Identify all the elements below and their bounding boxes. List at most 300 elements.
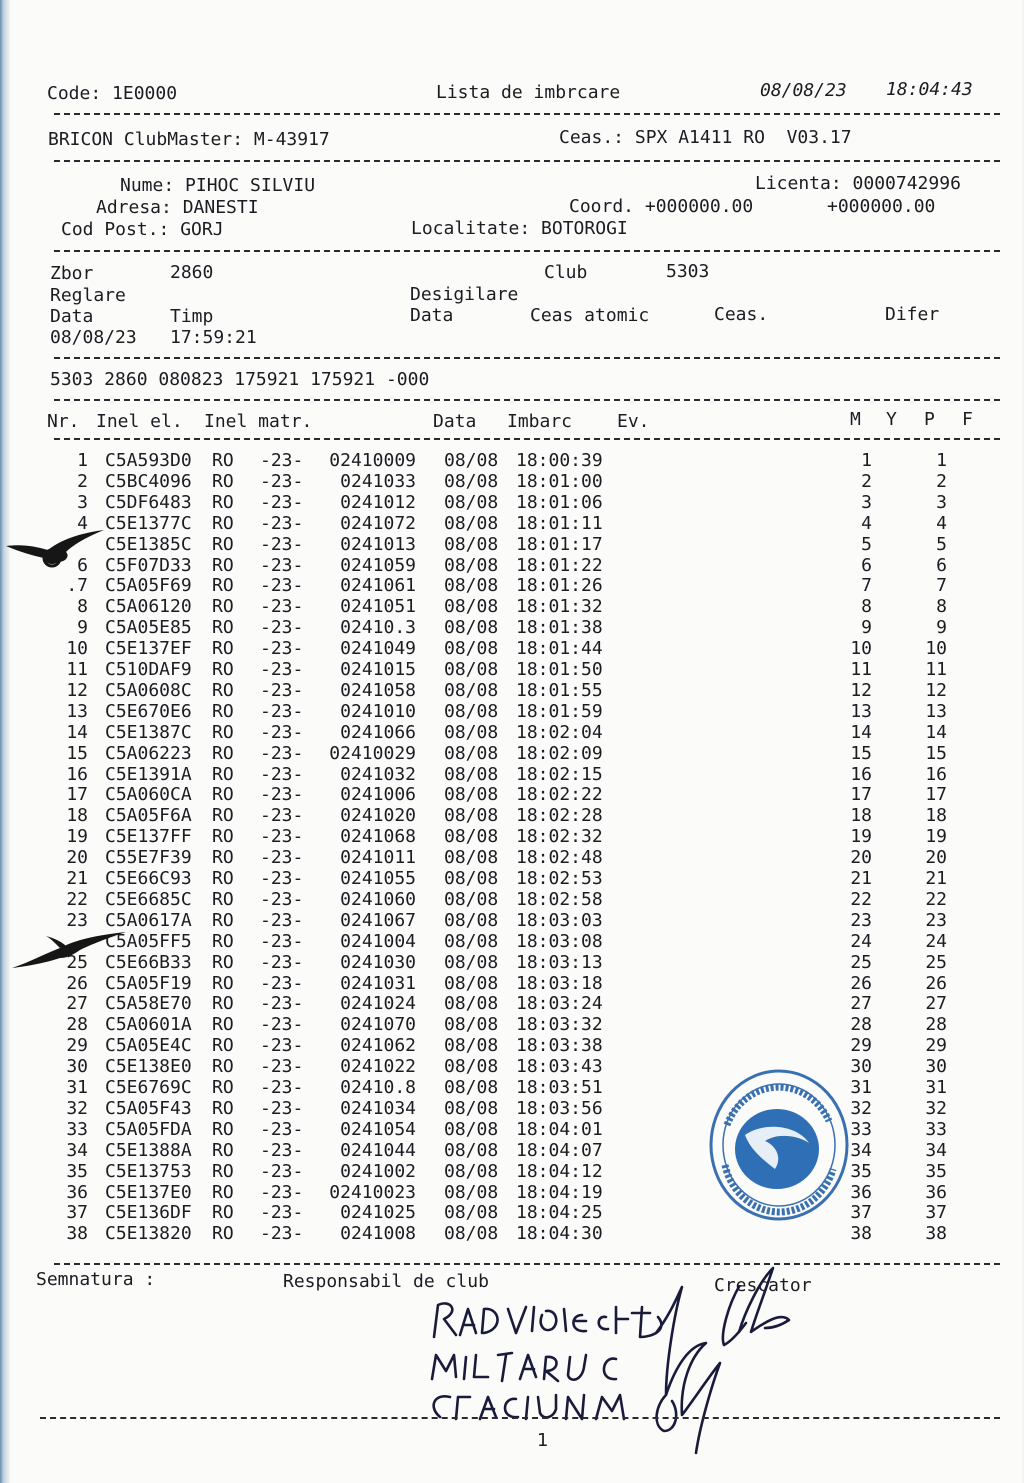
country-code: RO [212, 1056, 234, 1078]
country-code: RO [212, 763, 234, 785]
flight-label: Zbor [50, 263, 94, 284]
ring-electronic: C5E138E0 [105, 1056, 192, 1078]
table-row [10, 722, 1022, 743]
ring-number: 0241031 [340, 972, 416, 994]
ring-year: -23- [260, 1077, 304, 1098]
m-value: 32 [850, 1097, 872, 1119]
ring-electronic: C5A05FDA [105, 1118, 192, 1140]
basket-time: 18:02:48 [516, 847, 603, 869]
ring-number: 0241068 [340, 826, 416, 848]
ring-year: -23- [260, 930, 304, 952]
ring-number: 0241024 [340, 993, 416, 1015]
basket-date: 08/08 [444, 763, 499, 785]
m-value: 3 [861, 491, 872, 513]
ring-year: -23- [260, 554, 304, 576]
table-row [10, 973, 1022, 994]
m-value: 23 [850, 909, 872, 931]
p-value: 4 [936, 512, 947, 534]
ring-number: 02410.3 [340, 617, 416, 639]
row-number: 21 [66, 868, 88, 889]
basket-time: 18:03:43 [516, 1056, 603, 1078]
table-row [10, 1140, 1022, 1161]
country-code: RO [212, 826, 234, 848]
m-value: 20 [850, 847, 872, 869]
ring-year: -23- [260, 847, 304, 869]
p-value: 5 [936, 533, 947, 555]
ring-year: -23- [260, 763, 304, 785]
p-value: 14 [925, 721, 947, 743]
ring-number: 0241066 [340, 721, 416, 743]
reglare-label: Reglare [50, 285, 126, 306]
ring-number: 0241044 [340, 1139, 416, 1161]
p-value: 6 [936, 554, 947, 576]
basket-date: 08/08 [444, 1118, 499, 1140]
p-value: 12 [925, 679, 947, 701]
club-seal-icon [705, 1065, 853, 1225]
basket-date: 08/08 [444, 659, 499, 680]
ring-number: 0241032 [340, 763, 416, 785]
ring-year: -23- [260, 1014, 304, 1036]
country-code: RO [212, 1097, 234, 1119]
basket-time: 18:03:51 [516, 1077, 603, 1098]
basket-time: 18:02:04 [516, 721, 603, 743]
p-value: 11 [925, 659, 947, 680]
p-value: 21 [925, 868, 947, 889]
m-value: 26 [850, 972, 872, 994]
signature-label: Semnatura : [36, 1269, 156, 1290]
basket-time: 18:01:00 [516, 470, 603, 492]
basket-date: 08/08 [444, 1056, 499, 1078]
ring-electronic: C5A0608C [105, 679, 192, 701]
col-f: F [962, 409, 973, 430]
row-number: 38 [66, 1223, 88, 1245]
ring-year: -23- [260, 533, 304, 555]
table-row [10, 659, 1022, 680]
table-row [10, 1035, 1022, 1056]
ring-electronic: C5E1377C [105, 512, 192, 534]
p-value: 34 [925, 1139, 947, 1161]
m-value: 30 [850, 1056, 872, 1078]
country-code: RO [212, 512, 234, 534]
row-number: 33 [66, 1118, 88, 1140]
difference-label: Difer [885, 304, 940, 325]
row-number: 26 [66, 972, 88, 994]
ring-number: 0241034 [340, 1097, 416, 1119]
country-code: RO [212, 533, 234, 555]
country-code: RO [212, 868, 234, 889]
p-value: 9 [936, 617, 947, 639]
basket-date: 08/08 [444, 888, 499, 910]
ring-number: 0241022 [340, 1056, 416, 1078]
ring-year: -23- [260, 575, 304, 597]
table-row [10, 1161, 1022, 1182]
locality: Localitate: BOTOROGI [411, 218, 628, 239]
row-number: 36 [66, 1181, 88, 1203]
ring-year: -23- [260, 659, 304, 680]
country-code: RO [212, 909, 234, 931]
row-number: 2 [77, 470, 88, 492]
ring-electronic: C5E136DF [105, 1202, 192, 1224]
p-value: 10 [925, 638, 947, 660]
m-value: 6 [861, 554, 872, 576]
ring-number: 02410.8 [340, 1077, 416, 1098]
country-code: RO [212, 659, 234, 680]
p-value: 7 [936, 575, 947, 597]
m-value: 4 [861, 512, 872, 534]
ring-year: -23- [260, 491, 304, 513]
basket-time: 18:03:32 [516, 1014, 603, 1036]
ring-electronic: C5E670E6 [105, 700, 192, 722]
ring-number: 0241054 [340, 1118, 416, 1140]
country-code: RO [212, 805, 234, 827]
ring-number: 0241070 [340, 1014, 416, 1036]
table-row [10, 1182, 1022, 1203]
country-code: RO [212, 638, 234, 660]
table-row [10, 638, 1022, 659]
country-code: RO [212, 1139, 234, 1161]
p-value: 33 [925, 1118, 947, 1140]
basket-time: 18:02:28 [516, 805, 603, 827]
ring-number: 0241025 [340, 1202, 416, 1224]
p-value: 22 [925, 888, 947, 910]
clock-model: Ceas.: SPX A1411 RO V03.17 [559, 127, 852, 148]
ring-year: -23- [260, 700, 304, 722]
p-value: 28 [925, 1014, 947, 1036]
country-code: RO [212, 930, 234, 952]
row-number: .7 [66, 575, 88, 597]
table-row [10, 952, 1022, 973]
ring-year: -23- [260, 679, 304, 701]
p-value: 38 [925, 1223, 947, 1245]
ring-number: 0241049 [340, 638, 416, 660]
divider [54, 357, 1000, 359]
document-page [10, 0, 1022, 1483]
basket-time: 18:03:03 [516, 909, 603, 931]
country-code: RO [212, 491, 234, 513]
ring-electronic: C5A0601A [105, 1014, 192, 1036]
m-value: 38 [850, 1223, 872, 1245]
country-code: RO [212, 1223, 234, 1245]
m-value: 27 [850, 993, 872, 1015]
m-value: 36 [850, 1181, 872, 1203]
m-value: 24 [850, 930, 872, 952]
country-code: RO [212, 993, 234, 1015]
ring-number: 0241059 [340, 554, 416, 576]
ring-year: -23- [260, 826, 304, 848]
table-row [10, 1202, 1022, 1223]
col-m: M [850, 409, 861, 430]
basket-time: 18:01:44 [516, 638, 603, 660]
ring-electronic: C5A58E70 [105, 993, 192, 1015]
m-value: 5 [861, 533, 872, 555]
country-code: RO [212, 1014, 234, 1036]
country-code: RO [212, 951, 234, 973]
page-number: 1 [537, 1430, 549, 1451]
ring-electronic: C5E1385C [105, 533, 192, 555]
table-row [10, 743, 1022, 764]
basket-date: 08/08 [444, 721, 499, 743]
table-row [10, 931, 1022, 952]
ring-electronic: C5E6769C [105, 1077, 192, 1098]
basket-time: 18:04:25 [516, 1202, 603, 1224]
table-row [10, 596, 1022, 617]
ring-number: 0241051 [340, 596, 416, 618]
basket-time: 18:02:22 [516, 784, 603, 806]
col-y: Y [886, 409, 897, 430]
ring-number: 0241060 [340, 888, 416, 910]
row-number: 10 [66, 638, 88, 660]
basket-date: 08/08 [444, 1014, 499, 1036]
table-row [10, 847, 1022, 868]
country-code: RO [212, 742, 234, 764]
p-value: 18 [925, 805, 947, 827]
country-code: RO [212, 596, 234, 618]
country-code: RO [212, 1118, 234, 1140]
basket-date: 08/08 [444, 491, 499, 513]
basket-date: 08/08 [444, 679, 499, 701]
country-code: RO [212, 888, 234, 910]
row-number: 14 [66, 721, 88, 743]
table-row [10, 680, 1022, 701]
ring-year: -23- [260, 1181, 304, 1203]
ring-year: -23- [260, 951, 304, 973]
row-number: 9 [77, 617, 88, 639]
ring-electronic: C5A05E4C [105, 1035, 192, 1057]
ring-electronic: C5E137EF [105, 638, 192, 660]
m-value: 28 [850, 1014, 872, 1036]
ring-number: 02410009 [329, 450, 416, 471]
table-row [10, 784, 1022, 805]
row-number: 31 [66, 1077, 88, 1098]
table-row [10, 492, 1022, 513]
p-value: 19 [925, 826, 947, 848]
ring-electronic: C5F07D33 [105, 554, 192, 576]
m-value: 37 [850, 1202, 872, 1224]
table-row [10, 1119, 1022, 1140]
p-value: 1 [936, 450, 947, 471]
desigilare-data-label: Data [410, 305, 454, 326]
basket-time: 18:03:38 [516, 1035, 603, 1057]
p-value: 8 [936, 596, 947, 618]
country-code: RO [212, 1035, 234, 1057]
table-row [10, 1056, 1022, 1077]
coordinates-1: Coord. +000000.00 [569, 196, 754, 217]
ring-electronic: C5A06223 [105, 742, 192, 764]
country-code: RO [212, 575, 234, 597]
country-code: RO [212, 721, 234, 743]
p-value: 3 [936, 491, 947, 513]
basket-date: 08/08 [444, 993, 499, 1015]
country-code: RO [212, 1160, 234, 1182]
ring-year: -23- [260, 972, 304, 994]
divider [54, 113, 1000, 115]
m-value: 34 [850, 1139, 872, 1161]
basket-time: 18:03:13 [516, 951, 603, 973]
ring-number: 0241072 [340, 512, 416, 534]
table-row [10, 826, 1022, 847]
p-value: 31 [925, 1077, 947, 1098]
col-p: P [924, 409, 935, 430]
ring-number: 0241015 [340, 659, 416, 680]
basket-date: 08/08 [444, 826, 499, 848]
ring-year: -23- [260, 909, 304, 931]
row-number: 4 [77, 512, 88, 534]
basket-date: 08/08 [444, 868, 499, 889]
table-row [10, 513, 1022, 534]
basket-date: 08/08 [444, 1202, 499, 1224]
ring-number: 0241062 [340, 1035, 416, 1057]
ring-year: -23- [260, 721, 304, 743]
row-number: 37 [66, 1202, 88, 1224]
document-title: Lista de imbrcare [436, 82, 621, 103]
ring-year: -23- [260, 450, 304, 471]
basket-time: 18:01:06 [516, 491, 603, 513]
club-responsible-label: Responsabil de club [283, 1271, 489, 1292]
p-value: 13 [925, 700, 947, 722]
basket-time: 18:03:08 [516, 930, 603, 952]
ring-year: -23- [260, 512, 304, 534]
basket-time: 18:01:22 [516, 554, 603, 576]
row-number: 27 [66, 993, 88, 1015]
col-ev: Ev. [617, 411, 650, 432]
ring-electronic: C5A05F19 [105, 972, 192, 994]
ring-year: -23- [260, 868, 304, 889]
p-value: 2 [936, 470, 947, 492]
bird-stamp-icon [10, 924, 130, 974]
row-number: 13 [66, 700, 88, 722]
basket-date: 08/08 [444, 1077, 499, 1098]
ring-electronic: C5A593D0 [105, 450, 192, 471]
basket-date: 08/08 [444, 1035, 499, 1057]
basket-time: 18:01:11 [516, 512, 603, 534]
basket-time: 18:04:07 [516, 1139, 603, 1161]
ring-year: -23- [260, 805, 304, 827]
ring-year: -23- [260, 1035, 304, 1057]
m-value: 15 [850, 742, 872, 764]
p-value: 15 [925, 742, 947, 764]
basket-date: 08/08 [444, 575, 499, 597]
ring-electronic: C5E137FF [105, 826, 192, 848]
m-value: 19 [850, 826, 872, 848]
m-value: 22 [850, 888, 872, 910]
m-value: 21 [850, 868, 872, 889]
ring-electronic: C5A05F43 [105, 1097, 192, 1119]
ring-electronic: C5A05F6A [105, 805, 192, 827]
row-number: 11 [66, 659, 88, 680]
ring-electronic: C5E66C93 [105, 868, 192, 889]
p-value: 36 [925, 1181, 947, 1203]
club-master: BRICON ClubMaster: M-43917 [48, 129, 330, 150]
p-value: 30 [925, 1056, 947, 1078]
basket-time: 18:00:39 [516, 450, 603, 471]
row-number: 35 [66, 1160, 88, 1182]
basket-date: 08/08 [444, 533, 499, 555]
row-number: 19 [66, 826, 88, 848]
m-value: 29 [850, 1035, 872, 1057]
ring-electronic: C5A0617A [105, 909, 192, 931]
ring-year: -23- [260, 1056, 304, 1078]
basket-date: 08/08 [444, 1097, 499, 1119]
ring-electronic: C5E137E0 [105, 1181, 192, 1203]
m-value: 25 [850, 951, 872, 973]
ring-electronic: C5DF6483 [105, 491, 192, 513]
p-value: 26 [925, 972, 947, 994]
p-value: 17 [925, 784, 947, 806]
p-value: 24 [925, 930, 947, 952]
basket-time: 18:01:55 [516, 679, 603, 701]
reglare-time: 17:59:21 [170, 327, 257, 348]
basket-date: 08/08 [444, 951, 499, 973]
club-value: 5303 [666, 261, 710, 282]
country-code: RO [212, 679, 234, 701]
table-row [10, 617, 1022, 638]
ring-electronic: C5E1387C [105, 721, 192, 743]
ring-number: 02410029 [329, 742, 416, 764]
flight-value: 2860 [170, 262, 214, 283]
ring-electronic: C5E1388A [105, 1139, 192, 1161]
m-value: 16 [850, 763, 872, 785]
divider [54, 160, 1000, 162]
m-value: 2 [861, 470, 872, 492]
data-label: Data [50, 306, 94, 327]
row-number: 16 [66, 763, 88, 785]
table-row [10, 1223, 1022, 1244]
row-number: 20 [66, 847, 88, 869]
ring-year: -23- [260, 1097, 304, 1119]
basket-time: 18:02:32 [516, 826, 603, 848]
basket-time: 18:03:24 [516, 993, 603, 1015]
clock-label: Ceas. [714, 304, 769, 325]
ring-electronic: C55E7F39 [105, 847, 192, 869]
basket-time: 18:01:50 [516, 659, 603, 680]
country-code: RO [212, 972, 234, 994]
postcode: Cod Post.: GORJ [61, 219, 224, 240]
basket-time: 18:02:15 [516, 763, 603, 785]
ring-year: -23- [260, 1118, 304, 1140]
basket-date: 08/08 [444, 742, 499, 764]
timp-label: Timp [170, 306, 214, 327]
license-number: Licenta: 0000742996 [755, 173, 961, 194]
table-row [10, 889, 1022, 910]
basket-time: 18:01:26 [516, 575, 603, 597]
owner-address: Adresa: DANESTI [96, 197, 259, 218]
ring-electronic: C5E6685C [105, 888, 192, 910]
table-row [10, 764, 1022, 785]
basket-time: 18:01:32 [516, 596, 603, 618]
table-row [10, 868, 1022, 889]
ring-number: 0241008 [340, 1223, 416, 1245]
club-label: Club [544, 262, 588, 283]
table-row [10, 575, 1022, 596]
p-value: 29 [925, 1035, 947, 1057]
basket-time: 18:04:12 [516, 1160, 603, 1182]
table-row [10, 1077, 1022, 1098]
table-row [10, 910, 1022, 931]
ring-electronic: C5BC4096 [105, 470, 192, 492]
col-inel-matr: Inel matr. [204, 411, 313, 432]
table-row [10, 805, 1022, 826]
breeder-signature [725, 1262, 815, 1342]
table-row [10, 534, 1022, 555]
basket-time: 18:04:01 [516, 1118, 603, 1140]
row-number: 6 [77, 554, 88, 576]
atomic-clock-label: Ceas atomic [530, 305, 650, 326]
table-row [10, 1098, 1022, 1119]
divider [54, 250, 1000, 252]
basket-time: 18:01:17 [516, 533, 603, 555]
ring-electronic: C5E13753 [105, 1160, 192, 1182]
table-row [10, 555, 1022, 576]
